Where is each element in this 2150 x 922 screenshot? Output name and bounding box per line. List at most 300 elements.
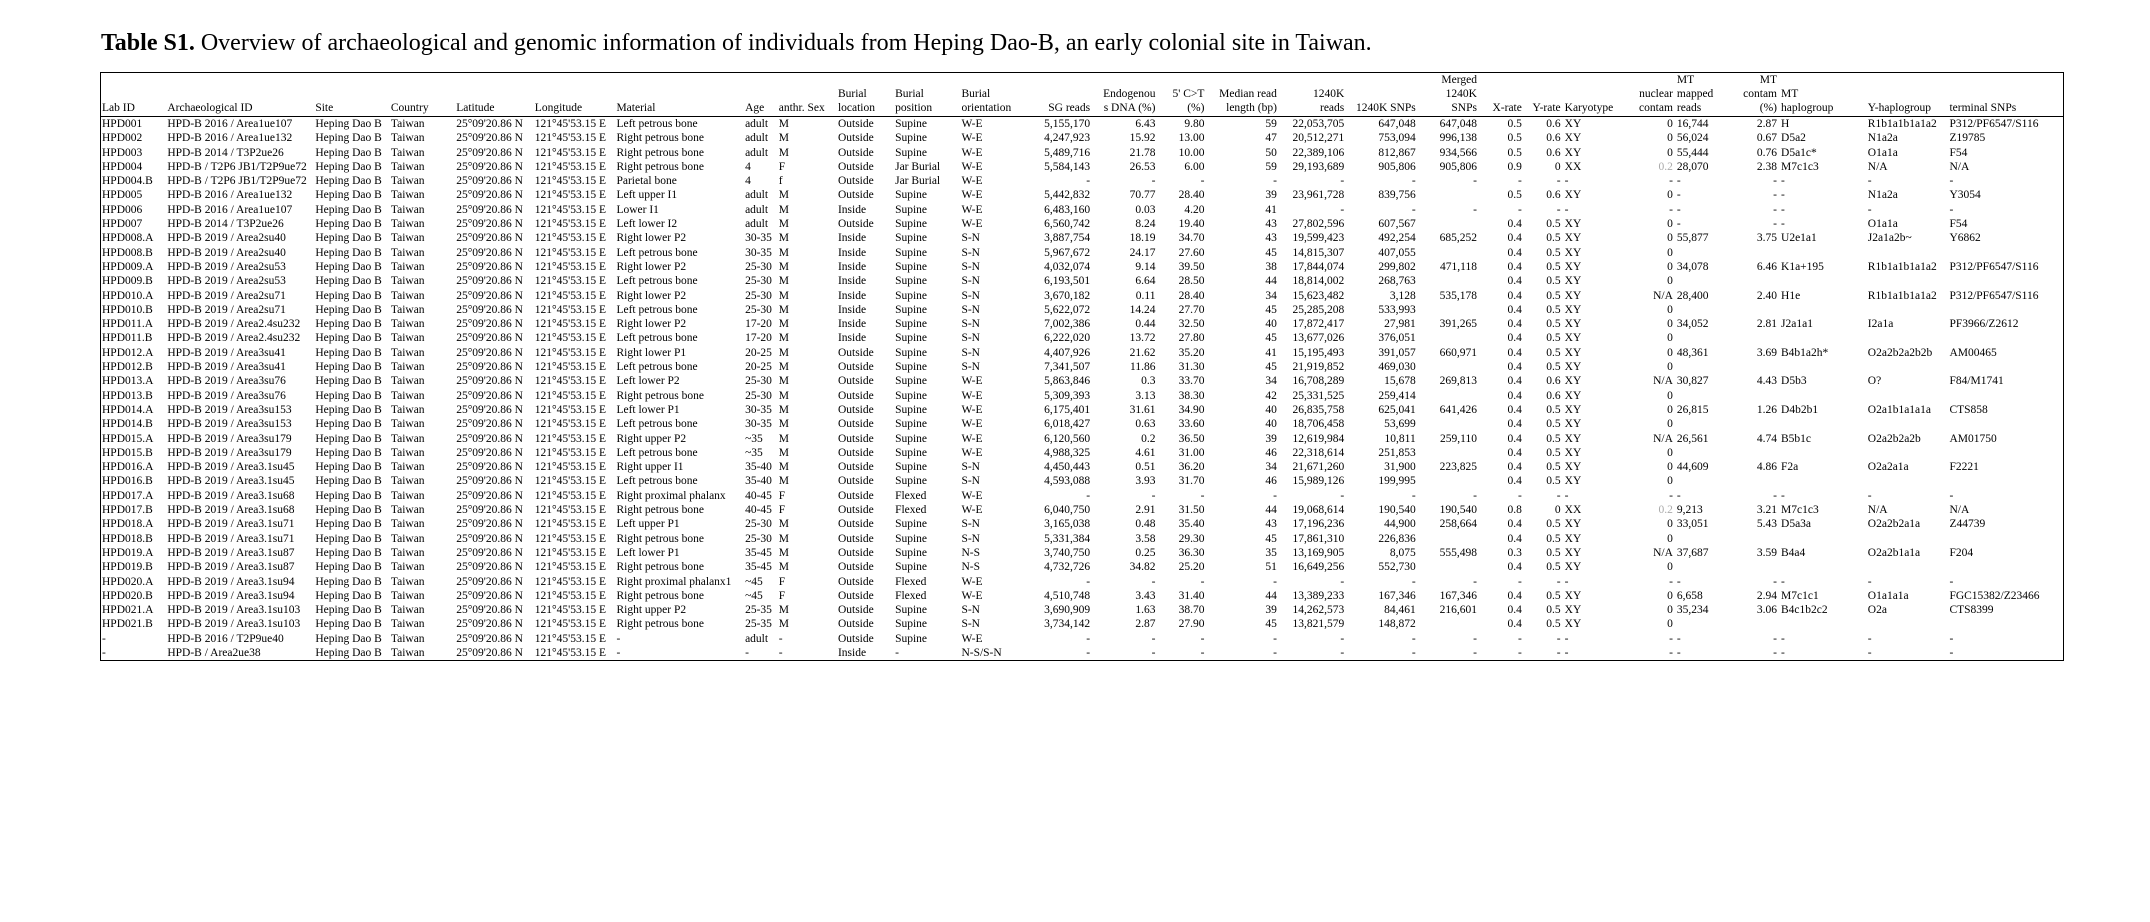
table-label: Table S1. xyxy=(101,30,195,56)
table-cell: Right petrous bone xyxy=(616,146,704,159)
table-cell: Outside xyxy=(837,632,874,645)
table-cell: 41 xyxy=(1265,203,1277,216)
table-cell: 28,070 xyxy=(1676,160,1709,173)
table-cell: - xyxy=(1676,646,1681,659)
table-cell: XX xyxy=(1564,160,1582,173)
table-cell: HPD-B 2019 / Area3su41 xyxy=(167,361,286,374)
table-cell: S-N xyxy=(961,260,980,273)
table-cell: 25-30 xyxy=(745,260,772,273)
table-cell: 121°45'53.15 E xyxy=(534,175,606,188)
table-cell: Left lower P2 xyxy=(616,375,680,388)
table-cell: 31.40 xyxy=(1178,589,1205,602)
table-cell: Outside xyxy=(837,132,874,145)
table-cell xyxy=(1676,617,1735,631)
table-cell: 0.5 xyxy=(1546,618,1561,631)
table-cell: - xyxy=(1867,203,1872,216)
table-cell: 625,041 xyxy=(1378,403,1416,416)
table-cell: Taiwan xyxy=(390,346,425,359)
table-cell: 6,018,427 xyxy=(1044,418,1091,431)
table-cell: 0.4 xyxy=(1507,403,1522,416)
table-row xyxy=(101,217,2063,231)
table-cell: O2a2b2a1a xyxy=(1867,518,1921,531)
table-cell: Supine xyxy=(895,475,928,488)
table-cell: - xyxy=(1473,632,1477,645)
table-cell xyxy=(1948,274,2063,288)
table-cell: 31.00 xyxy=(1178,446,1205,459)
table-cell xyxy=(1735,246,1780,260)
table-cell: 4 xyxy=(745,160,751,173)
table-cell: 31.30 xyxy=(1178,361,1205,374)
table-cell: M xyxy=(778,218,789,231)
table-cell: HPD015.A xyxy=(102,432,154,445)
table-cell xyxy=(1780,274,1867,288)
table-cell xyxy=(1948,389,2063,403)
table-cell: HPD017.A xyxy=(102,489,154,502)
table-cell: 25-30 xyxy=(745,532,772,545)
table-cell: - xyxy=(1411,575,1416,588)
table-cell xyxy=(1867,389,1949,403)
table-cell: Outside xyxy=(837,346,874,359)
table-cell xyxy=(1676,446,1735,460)
table-cell: 0 xyxy=(1667,518,1673,531)
table-cell: - xyxy=(1556,575,1561,588)
table-cell: Supine xyxy=(895,118,928,130)
table-cell: 121°45'53.15 E xyxy=(534,518,606,531)
table-cell: - xyxy=(1273,489,1277,502)
table-cell: HPD007 xyxy=(102,218,143,231)
table-cell: 0.5 xyxy=(1546,475,1561,488)
table-cell: 33,051 xyxy=(1676,518,1709,531)
table-cell: 17,196,236 xyxy=(1292,518,1345,531)
table-cell: 0.3 xyxy=(1507,546,1522,559)
table-cell: HPD019.A xyxy=(102,546,154,559)
table-cell: Left upper P1 xyxy=(616,518,680,531)
column-header: MT contam (%) xyxy=(1743,74,1778,114)
column-header: MT mapped reads xyxy=(1676,74,1714,114)
table-cell: 3,165,038 xyxy=(1044,518,1091,531)
table-cell: HPD-B 2019 / Area3.1su94 xyxy=(167,575,295,588)
table-cell: 15,678 xyxy=(1384,375,1416,388)
table-cell: M xyxy=(778,432,789,445)
table-cell: Jar Burial xyxy=(895,175,941,188)
table-cell: W-E xyxy=(961,375,983,388)
table-cell: - xyxy=(778,632,783,645)
table-cell xyxy=(1676,389,1735,403)
table-cell: HPD-B 2019 / Area3.1su68 xyxy=(167,489,295,502)
table-cell: 25°09'20.86 N xyxy=(456,561,523,574)
table-cell: 0 xyxy=(1667,475,1673,488)
table-cell: Outside xyxy=(837,446,874,459)
table-cell: 25°09'20.86 N xyxy=(456,332,523,345)
table-cell: 0.5 xyxy=(1546,461,1561,474)
table-cell: S-N xyxy=(961,475,980,488)
table-cell: 47 xyxy=(1265,132,1277,145)
table-cell: Heping Dao B xyxy=(315,604,382,617)
table-cell: 121°45'53.15 E xyxy=(534,346,606,359)
table-cell: Right lower P2 xyxy=(616,232,687,245)
table-cell: 34.70 xyxy=(1178,232,1205,245)
table-cell: 23,961,728 xyxy=(1292,189,1345,202)
table-cell: HPD-B 2019 / Area3.1su45 xyxy=(167,475,295,488)
table-cell: 0 xyxy=(1667,218,1673,231)
table-cell: XY xyxy=(1564,532,1582,545)
table-cell: S-N xyxy=(961,618,980,631)
table-cell: HPD006 xyxy=(102,203,143,216)
table-cell: 0.63 xyxy=(1135,418,1156,431)
table-cell: - xyxy=(1151,489,1156,502)
table-cell: HPD019.B xyxy=(102,561,153,574)
table-cell: Lower I1 xyxy=(616,203,659,216)
table-cell xyxy=(1676,274,1735,288)
table-cell: S-N xyxy=(961,246,980,259)
table-cell: Heping Dao B xyxy=(315,418,382,431)
table-cell: Left lower I2 xyxy=(616,218,678,231)
archaeological-genomic-table xyxy=(101,73,2063,660)
table-cell: Supine xyxy=(895,632,928,645)
table-cell: S-N xyxy=(961,532,980,545)
table-cell: 3.21 xyxy=(1756,504,1778,517)
table-cell: Outside xyxy=(837,504,874,517)
table-cell: 38.70 xyxy=(1178,604,1205,617)
table-cell: 13.72 xyxy=(1129,332,1156,345)
table-cell: 0.5 xyxy=(1546,546,1561,559)
table-cell: Heping Dao B xyxy=(315,546,382,559)
table-cell: 44 xyxy=(1265,589,1277,602)
table-cell: 0.5 xyxy=(1507,189,1522,202)
table-cell: Taiwan xyxy=(390,318,425,331)
table-cell: Outside xyxy=(837,375,874,388)
table-cell xyxy=(1735,303,1780,317)
table-cell: - xyxy=(1200,489,1205,502)
table-cell: 22,053,705 xyxy=(1292,118,1345,130)
table-cell: Heping Dao B xyxy=(315,260,382,273)
table-cell: - xyxy=(1273,575,1277,588)
table-cell: 4.86 xyxy=(1756,461,1778,474)
table-cell: 0.67 xyxy=(1756,132,1778,145)
table-cell: 19,068,614 xyxy=(1292,504,1345,517)
column-header: Karyotype xyxy=(1564,102,1614,114)
table-cell: HPD-B 2019 / Area2.4su232 xyxy=(167,318,301,331)
table-cell: 4.20 xyxy=(1184,203,1205,216)
table-cell: 25,331,525 xyxy=(1292,389,1345,402)
table-cell: - xyxy=(1781,575,1785,588)
table-cell: 30,827 xyxy=(1676,375,1709,388)
table-cell xyxy=(1419,474,1480,488)
table-cell: 25°09'20.86 N xyxy=(456,546,523,559)
table-cell: M xyxy=(778,389,789,402)
table-cell: 35.40 xyxy=(1178,518,1205,531)
table-cell: 259,414 xyxy=(1378,389,1416,402)
table-cell: 2.87 xyxy=(1135,618,1156,631)
table-cell: Supine xyxy=(895,604,928,617)
table-cell: 25-30 xyxy=(745,389,772,402)
table-cell: 0.4 xyxy=(1507,446,1522,459)
table-cell: 14,815,307 xyxy=(1292,246,1345,259)
table-cell: 121°45'53.15 E xyxy=(534,289,606,302)
table-cell xyxy=(1780,446,1867,460)
table-cell: Supine xyxy=(895,132,928,145)
table-cell: XY xyxy=(1564,604,1582,617)
table-cell: 25°09'20.86 N xyxy=(456,475,523,488)
table-cell: M xyxy=(778,532,789,545)
table-cell: N/A xyxy=(1653,375,1673,388)
table-cell: 45 xyxy=(1265,303,1277,316)
table-cell: 38 xyxy=(1265,260,1277,273)
table-cell: 31,900 xyxy=(1384,461,1416,474)
table-cell: M xyxy=(778,375,789,388)
table-cell: 0 xyxy=(1667,389,1673,402)
table-cell: Supine xyxy=(895,318,928,331)
table-cell: 0.03 xyxy=(1135,203,1156,216)
table-cell: - xyxy=(1676,632,1681,645)
table-cell: O1a1a1a xyxy=(1867,589,1909,602)
table-cell: 3,740,750 xyxy=(1044,546,1091,559)
table-cell: - xyxy=(1773,575,1778,588)
table-cell: 0.4 xyxy=(1507,432,1522,445)
table-cell: O2a2b1a1a xyxy=(1867,546,1921,559)
table-row xyxy=(101,403,2063,417)
table-cell: 0.4 xyxy=(1507,318,1522,331)
table-cell: 0.4 xyxy=(1507,361,1522,374)
table-cell: HPD-B 2019 / Area2su40 xyxy=(167,232,286,245)
table-cell: H1e xyxy=(1781,289,1801,302)
table-row xyxy=(101,503,2063,517)
table-cell: 0 xyxy=(1667,318,1673,331)
table-cell: HPD011.A xyxy=(102,318,154,331)
column-header: nuclear contam xyxy=(1639,88,1673,114)
table-cell: Supine xyxy=(895,418,928,431)
table-cell: - xyxy=(1669,632,1673,645)
table-cell: HPD016.A xyxy=(102,461,154,474)
table-cell xyxy=(1780,360,1867,374)
table-cell: 6.43 xyxy=(1135,118,1156,130)
table-cell: Right lower P2 xyxy=(616,289,687,302)
table-cell: 22,318,614 xyxy=(1292,446,1345,459)
table-cell: - xyxy=(1676,489,1681,502)
table-cell: F xyxy=(778,589,786,602)
table-cell xyxy=(1780,303,1867,317)
table-cell: 25-30 xyxy=(745,275,772,288)
table-cell: 0.4 xyxy=(1507,604,1522,617)
table-cell: M xyxy=(778,318,789,331)
table-cell: Left petrous bone xyxy=(616,361,698,374)
table-cell: HPD-B 2016 / Area1ue132 xyxy=(167,132,293,145)
table-cell: 34.82 xyxy=(1129,561,1156,574)
table-cell: 27.90 xyxy=(1178,618,1205,631)
table-cell: Taiwan xyxy=(390,589,425,602)
table-cell xyxy=(1948,446,2063,460)
table-cell: 25°09'20.86 N xyxy=(456,375,523,388)
table-cell: Taiwan xyxy=(390,132,425,145)
table-cell: 121°45'53.15 E xyxy=(534,303,606,316)
table-cell: - xyxy=(1781,489,1785,502)
table-cell: Supine xyxy=(895,361,928,374)
table-cell: XY xyxy=(1564,475,1582,488)
table-cell: W-E xyxy=(961,589,983,602)
table-cell: 3,690,909 xyxy=(1044,604,1091,617)
table-cell: Taiwan xyxy=(390,203,425,216)
table-cell: 25.20 xyxy=(1178,561,1205,574)
table-cell: 3.58 xyxy=(1135,532,1156,545)
table-cell: adult xyxy=(745,146,769,159)
table-cell: 27,981 xyxy=(1384,318,1416,331)
table-cell: Supine xyxy=(895,446,928,459)
table-cell: 199,995 xyxy=(1378,475,1416,488)
table-cell: 2.81 xyxy=(1756,318,1778,331)
column-header: Endogenou s DNA (%) xyxy=(1103,88,1156,114)
table-cell: 30-35 xyxy=(745,232,772,245)
table-cell: XY xyxy=(1564,260,1582,273)
table-cell: Supine xyxy=(895,303,928,316)
table-cell: Taiwan xyxy=(390,504,425,517)
table-cell: N-S/S-N xyxy=(961,646,1002,659)
table-cell: Inside xyxy=(837,275,867,288)
table-cell: Flexed xyxy=(895,489,927,502)
table-cell xyxy=(1676,331,1735,345)
table-cell: 45 xyxy=(1265,532,1277,545)
table-cell: 552,730 xyxy=(1378,561,1416,574)
table-cell: N-S xyxy=(961,546,980,559)
table-cell: 44 xyxy=(1265,275,1277,288)
table-cell: 0.5 xyxy=(1546,532,1561,545)
table-cell: - xyxy=(1781,218,1785,231)
table-cell: D5a3a xyxy=(1781,518,1812,531)
table-cell: Heping Dao B xyxy=(315,432,382,445)
table-cell: 26.53 xyxy=(1129,160,1156,173)
table-row xyxy=(101,603,2063,617)
table-cell: 25-30 xyxy=(745,289,772,302)
table-row xyxy=(101,474,2063,488)
table-row xyxy=(101,360,2063,374)
table-cell: M xyxy=(778,475,789,488)
table-cell: 5,584,143 xyxy=(1044,160,1091,173)
table-cell: 25°09'20.86 N xyxy=(456,461,523,474)
table-cell: XY xyxy=(1564,432,1582,445)
table-cell: Inside xyxy=(837,203,867,216)
table-title: Overview of archaeological and genomic information of individuals from Heping Dao-B, an early colonial site in Taiwan. xyxy=(194,30,1372,56)
table-cell: 121°45'53.15 E xyxy=(534,446,606,459)
table-cell: 2.40 xyxy=(1756,289,1778,302)
table-cell: M7c1c3 xyxy=(1781,504,1819,517)
table-cell: 0.48 xyxy=(1135,518,1156,531)
table-cell: O2a2b2a2b2b xyxy=(1867,346,1933,359)
table-cell: U2e1a1 xyxy=(1781,232,1817,245)
column-header: Y-rate xyxy=(1532,102,1561,114)
table-cell: 121°45'53.15 E xyxy=(534,218,606,231)
table-cell: M7c1c1 xyxy=(1781,589,1819,602)
table-cell: HPD-B 2019 / Area3.1su87 xyxy=(167,546,295,559)
table-cell: 555,498 xyxy=(1439,546,1477,559)
table-row xyxy=(101,560,2063,574)
table-cell: HPD-B 2019 / Area3.1su71 xyxy=(167,518,295,531)
table-cell: F xyxy=(778,489,786,502)
table-cell: 0.4 xyxy=(1507,589,1522,602)
table-cell xyxy=(1948,417,2063,431)
table-cell: Heping Dao B xyxy=(315,389,382,402)
table-cell: Left petrous bone xyxy=(616,275,698,288)
table-cell: Heping Dao B xyxy=(315,332,382,345)
table-row xyxy=(101,160,2063,174)
table-cell: 641,426 xyxy=(1439,403,1477,416)
table-cell: HPD-B 2016 / Area1ue107 xyxy=(167,203,293,216)
table-cell: HPD018.A xyxy=(102,518,154,531)
table-cell: Flexed xyxy=(895,504,927,517)
table-cell: 20,512,271 xyxy=(1292,132,1345,145)
column-header: Median read length (bp) xyxy=(1219,88,1277,114)
table-cell: HPD017.B xyxy=(102,504,153,517)
table-cell: - xyxy=(745,646,749,659)
table-cell: Supine xyxy=(895,375,928,388)
table-cell: 25°09'20.86 N xyxy=(456,160,523,173)
table-cell: Left lower P1 xyxy=(616,403,680,416)
table-cell xyxy=(1419,532,1480,546)
table-row xyxy=(101,317,2063,331)
table-cell: Supine xyxy=(895,260,928,273)
table-cell: 0 xyxy=(1667,232,1673,245)
table-cell: 59 xyxy=(1265,118,1277,130)
table-cell: Heping Dao B xyxy=(315,232,382,245)
table-cell: 46 xyxy=(1265,446,1277,459)
table-cell: 6.64 xyxy=(1135,275,1156,288)
table-cell: 0.4 xyxy=(1507,260,1522,273)
table-cell: XY xyxy=(1564,589,1582,602)
table-cell: 376,051 xyxy=(1378,332,1416,345)
table-row xyxy=(101,146,2063,160)
table-cell: Supine xyxy=(895,246,928,259)
table-row xyxy=(101,346,2063,360)
table-cell: Right petrous bone xyxy=(616,389,704,402)
table-cell: Taiwan xyxy=(390,232,425,245)
table-cell: Taiwan xyxy=(390,632,425,645)
table-cell: f xyxy=(778,175,783,188)
table-cell: 0.2 xyxy=(1658,504,1673,517)
table-cell: M xyxy=(778,203,789,216)
table-cell: - xyxy=(1773,189,1778,202)
table-cell: 14.24 xyxy=(1129,303,1156,316)
table-cell: 25°09'20.86 N xyxy=(456,303,523,316)
table-cell: Taiwan xyxy=(390,403,425,416)
table-cell: O1a1a xyxy=(1867,218,1898,231)
table-cell: HPD021.A xyxy=(102,604,154,617)
column-header: Burial location xyxy=(837,88,875,114)
table-cell: - xyxy=(1518,575,1522,588)
table-cell: - xyxy=(1669,175,1673,188)
table-cell: Taiwan xyxy=(390,275,425,288)
table-cell: N/A xyxy=(1653,546,1673,559)
column-header: Age xyxy=(745,102,765,114)
table-cell: Outside xyxy=(837,518,874,531)
table-cell: Left petrous bone xyxy=(616,475,698,488)
table-cell xyxy=(1735,532,1780,546)
table-cell: FGC15382/Z23466 xyxy=(1949,589,2040,602)
table-cell: S-N xyxy=(961,303,980,316)
table-cell: - xyxy=(1086,489,1091,502)
table-cell: 6,193,501 xyxy=(1044,275,1091,288)
table-cell: - xyxy=(1773,218,1778,231)
table-cell xyxy=(1867,474,1949,488)
table-cell: HPD-B 2019 / Area3su76 xyxy=(167,375,286,388)
table-cell: HPD013.A xyxy=(102,375,154,388)
table-cell: Supine xyxy=(895,146,928,159)
table-cell: 3,734,142 xyxy=(1044,618,1091,631)
table-cell: 13,677,026 xyxy=(1292,332,1345,345)
table-cell: 299,802 xyxy=(1378,260,1416,273)
table-cell: 492,254 xyxy=(1378,232,1416,245)
table-cell: 121°45'53.15 E xyxy=(534,118,606,130)
table-cell: XY xyxy=(1564,346,1582,359)
table-cell: 34.90 xyxy=(1178,403,1205,416)
table-cell: O2a2a1a xyxy=(1867,461,1909,474)
